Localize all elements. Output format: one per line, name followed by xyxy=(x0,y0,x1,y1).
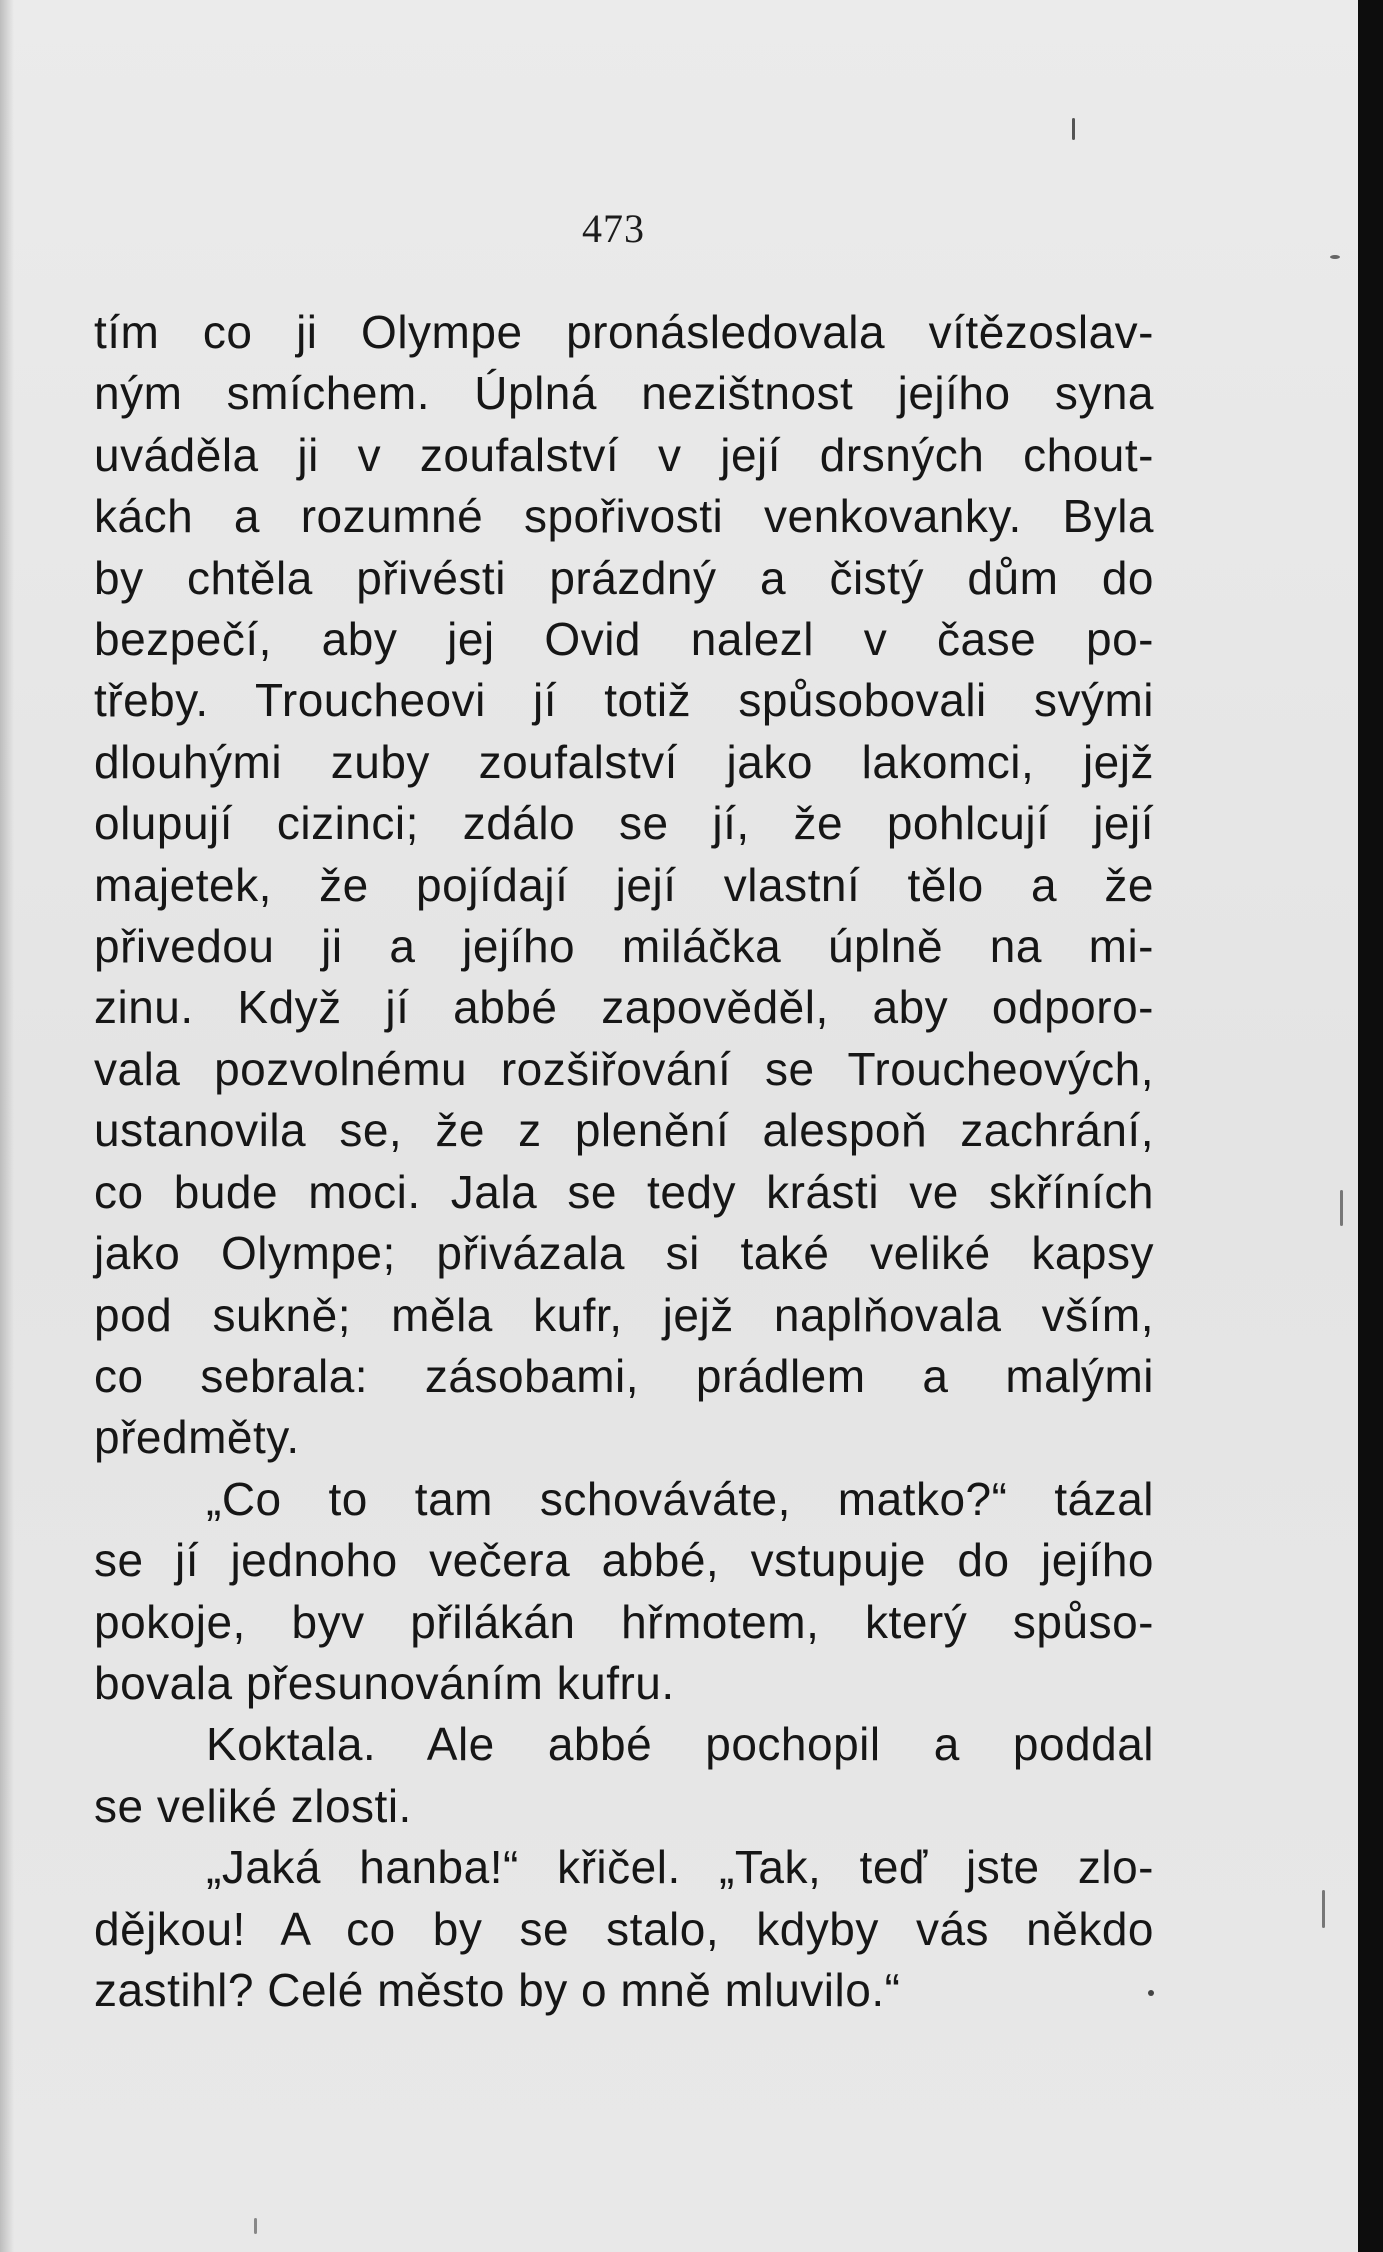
text-line: „Jaká hanba!“ křičel. „Tak, teď jste zlo- xyxy=(206,1841,1154,1894)
text-line: vala pozvolnému rozšiřování se Troucheových, xyxy=(94,1042,1154,1095)
text-line: olupují cizinci; zdálo se jí, že pohlcují její xyxy=(94,797,1154,850)
text-line: by chtěla přivésti prázdný a čistý dům do xyxy=(94,551,1154,604)
text-line: „Co to tam schováváte, matko?“ tázal xyxy=(206,1472,1154,1525)
text-line: Koktala. Ale abbé pochopil a poddal xyxy=(206,1718,1154,1771)
text-line: pod sukně; měla kufr, jejž naplňovala vším, xyxy=(94,1288,1154,1341)
text-line: jako Olympe; přivázala si také veliké kapsy xyxy=(94,1227,1154,1280)
scan-speck xyxy=(1072,118,1075,140)
text-line: co sebrala: zásobami, prádlem a malými xyxy=(94,1349,1154,1402)
text-line: dějkou! A co by se stalo, kdyby vás někdo xyxy=(94,1902,1154,1955)
text-line: bezpečí, aby jej Ovid nalezl v čase po- xyxy=(94,613,1154,666)
text-line: zastihl? Celé město by o mně mluvilo.“ xyxy=(94,1963,901,2016)
text-line: ustanovila se, že z plenění alespoň zachrání, xyxy=(94,1104,1154,1157)
scan-speck xyxy=(1148,1990,1154,1996)
page-number: 473 xyxy=(582,206,645,251)
text-line: tím co ji Olympe pronásledovala vítězoslav- xyxy=(94,306,1154,358)
text-line: ným smíchem. Úplná nezištnost jejího syna xyxy=(94,367,1154,420)
text-line: kách a rozumné spořivosti venkovanky. Byla xyxy=(94,490,1154,543)
text-line: dlouhými zuby zoufalství jako lakomci, jejž xyxy=(94,735,1154,788)
scan-speck xyxy=(1322,1890,1325,1928)
text-line: co bude moci. Jala se tedy krásti ve skříních xyxy=(94,1165,1154,1218)
scan-speck xyxy=(254,2218,257,2234)
text-line: zinu. Když jí abbé zapověděl, aby odporo- xyxy=(94,981,1154,1034)
scan-border xyxy=(1358,0,1383,2252)
page-gutter-shadow xyxy=(0,0,14,2252)
text-line: pokoje, byv přilákán hřmotem, který spůso- xyxy=(94,1595,1154,1648)
text-line: předměty. xyxy=(94,1411,300,1464)
text-line: třeby. Troucheovi jí totiž spůsobovali svými xyxy=(94,674,1154,727)
text-line: majetek, že pojídají její vlastní tělo a že xyxy=(94,858,1154,911)
scan-speck xyxy=(1340,1190,1343,1226)
scan-speck xyxy=(1330,255,1340,259)
body-text xyxy=(94,302,1154,2021)
text-line: se veliké zlosti. xyxy=(94,1779,412,1832)
text-line: přivedou ji a jejího miláčka úplně na mi- xyxy=(94,920,1154,973)
text-line: uváděla ji v zoufalství v její drsných chout- xyxy=(94,428,1154,481)
text-line: bovala přesunováním kufru. xyxy=(94,1656,675,1709)
text-line: se jí jednoho večera abbé, vstupuje do jejího xyxy=(94,1534,1154,1587)
